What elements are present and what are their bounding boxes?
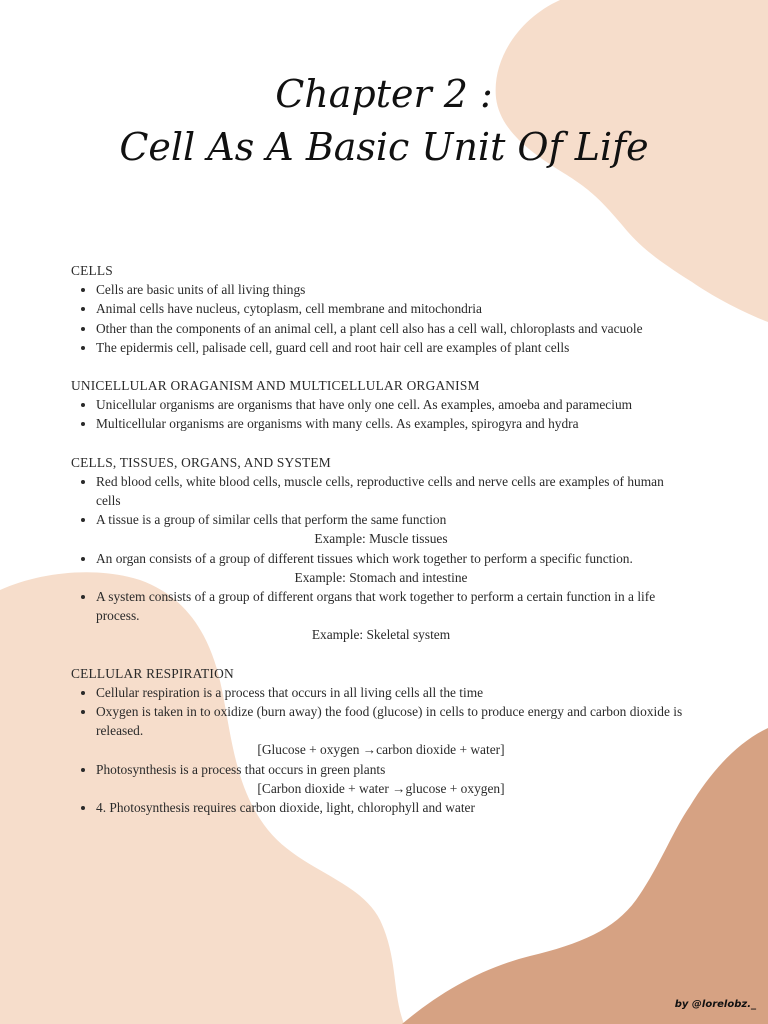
section-cellular-respiration <box>71 664 691 818</box>
bullet-list <box>71 683 691 741</box>
list-item: • A system consists of a group of different organs that work together to perform a certain function in a life process. <box>96 587 691 625</box>
bullet-list <box>71 798 691 817</box>
example-line: Example: Stomach and intestine <box>294 569 468 585</box>
bullet-list <box>71 280 691 357</box>
list-item: • Oxygen is taken in to oxidize (burn away) the food (glucose) in cells to produce energy and carbon dioxide is released. <box>96 702 691 740</box>
title-chapter: Chapter 2 : <box>275 72 493 116</box>
title-subject: Cell As A Basic Unit Of Life <box>119 125 649 169</box>
example-line: Example: Skeletal system <box>311 627 451 643</box>
list-item: • Unicellular organisms are organisms that have only one cell. As examples, amoeba and paramecium <box>96 395 691 414</box>
section-heading: UNICELLULAR ORAGANISM AND MULTICELLULAR ORGANISM <box>71 378 480 394</box>
bullet-list <box>71 760 691 779</box>
section-cells <box>71 261 691 357</box>
equation-line: [Carbon dioxide + water →glucose + oxygen] <box>257 780 505 796</box>
example-line: Example: Muscle tissues <box>314 531 448 547</box>
author-signature: by @lorelobz._ <box>674 999 756 1010</box>
section-cells-tissues-organs-system <box>71 453 691 645</box>
list-item: • Photosynthesis is a process that occurs in green plants <box>96 760 691 779</box>
equation-line: [Glucose + oxygen →carbon dioxide + water] <box>257 742 505 758</box>
list-item: • The epidermis cell, palisade cell, guard cell and root hair cell are examples of plant cells <box>96 338 691 357</box>
list-item: • A tissue is a group of similar cells that perform the same function <box>96 510 691 529</box>
bullet-list <box>71 395 691 433</box>
notes-content <box>71 261 691 836</box>
page-title <box>0 68 768 174</box>
section-heading: CELLS, TISSUES, ORGANS, AND SYSTEM <box>71 454 331 470</box>
bullet-list <box>71 549 691 568</box>
section-unicellular-multicellular <box>71 376 691 434</box>
section-heading: CELLULAR RESPIRATION <box>71 665 234 681</box>
section-heading: CELLS <box>71 263 113 278</box>
list-item: • 4. Photosynthesis requires carbon dioxide, light, chlorophyll and water <box>96 798 691 817</box>
bullet-list <box>71 472 691 530</box>
list-item: • Animal cells have nucleus, cytoplasm, cell membrane and mitochondria <box>96 299 691 318</box>
list-item: • Cellular respiration is a process that occurs in all living cells all the time <box>96 683 691 702</box>
list-item: • Cells are basic units of all living things <box>96 280 691 299</box>
list-item: • An organ consists of a group of different tissues which work together to perform a specific function. <box>96 549 691 568</box>
list-item: • Other than the components of an animal cell, a plant cell also has a cell wall, chloroplasts and vacuole <box>96 319 691 338</box>
list-item: • Red blood cells, white blood cells, muscle cells, reproductive cells and nerve cells are examples of human cells <box>96 472 691 510</box>
bullet-list <box>71 587 691 625</box>
list-item: • Multicellular organisms are organisms with many cells. As examples, spirogyra and hydra <box>96 414 691 433</box>
